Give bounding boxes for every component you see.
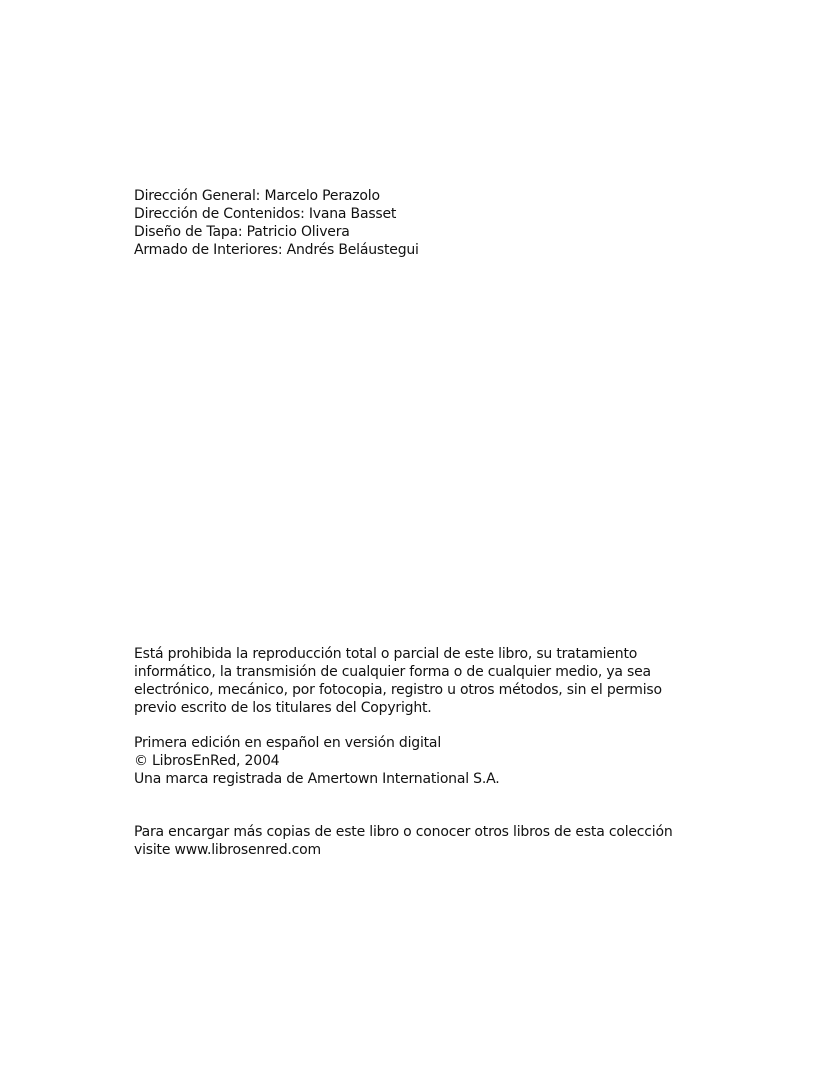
website-line: visite www.librosenred.com [134,842,321,858]
copyright-notice-line: previo escrito de los titulares del Copyright. [134,700,432,716]
credit-cover-design: Diseño de Tapa: Patricio Olivera [134,224,350,240]
copyright-notice-line: informático, la transmisión de cualquier forma o de cualquier medio, ya sea [134,664,651,680]
copyright-notice-line: electrónico, mecánico, por fotocopia, registro u otros métodos, sin el permiso [134,682,662,698]
copyright-line: © LibrosEnRed, 2004 [134,753,280,769]
trademark-line: Una marca registrada de Amertown International S.A. [134,771,500,787]
credit-content-direction: Dirección de Contenidos: Ivana Basset [134,206,397,222]
order-info-block [134,823,673,859]
credit-interior-layout: Armado de Interiores: Andrés Beláustegui [134,242,419,258]
copyright-notice-line: Está prohibida la reproducción total o parcial de este libro, su tratamiento [134,646,638,662]
edition-block [134,734,500,788]
copyright-notice-block [134,645,662,717]
edition-statement: Primera edición en español en versión digital [134,735,442,751]
credit-general-direction: Dirección General: Marcelo Perazolo [134,188,380,204]
order-info-line: Para encargar más copias de este libro o conocer otros libros de esta colección [134,824,673,840]
credits-block [134,187,419,259]
